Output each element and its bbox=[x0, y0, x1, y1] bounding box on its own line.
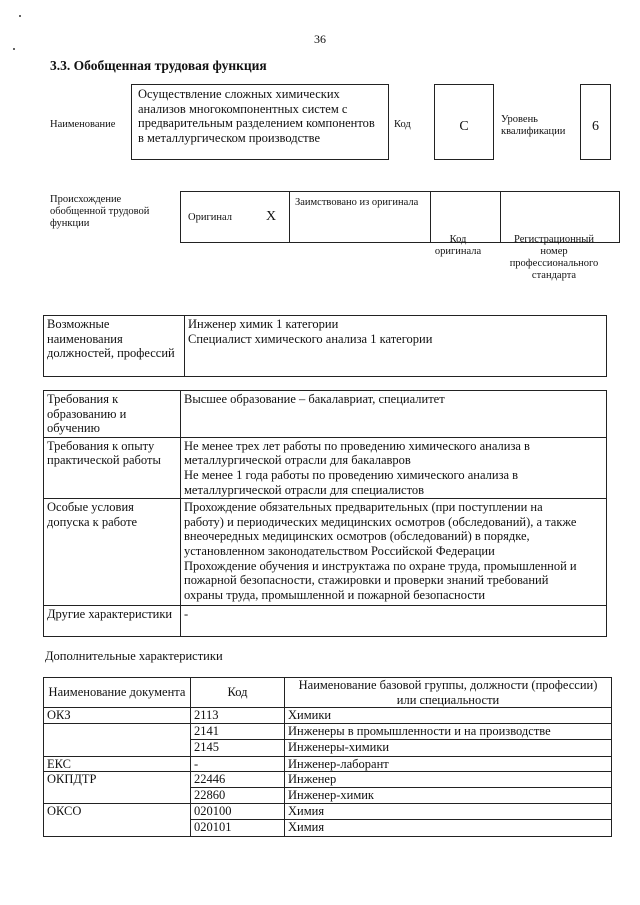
table-row bbox=[44, 723, 612, 740]
level-label: Уровень квалификации bbox=[501, 114, 566, 137]
table-row bbox=[44, 708, 612, 724]
row-code: 22446 bbox=[194, 772, 226, 787]
position-item: Специалист химического анализа 1 категории bbox=[188, 331, 433, 346]
row-name: Химия bbox=[288, 804, 325, 819]
table-row bbox=[44, 820, 612, 837]
function-code-box bbox=[434, 84, 494, 160]
origin-label: Происхождение обобщенной трудовой функции bbox=[50, 194, 150, 229]
row-name: Химики bbox=[288, 708, 332, 723]
requirement-label: Требования к образованию и обучению bbox=[47, 392, 127, 436]
function-code: C bbox=[459, 119, 469, 134]
requirements-table bbox=[43, 390, 607, 637]
code-original-caption: Код оригинала bbox=[434, 234, 482, 257]
level-box bbox=[580, 84, 611, 160]
requirement-row bbox=[44, 391, 607, 438]
page-number: 36 bbox=[314, 32, 326, 46]
row-name: Химия bbox=[288, 820, 325, 835]
requirement-label: Другие характеристики bbox=[47, 607, 173, 622]
requirement-text: установленном законодательством Российской Федерации bbox=[184, 543, 495, 558]
borrowed-label: Заимствовано из оригинала bbox=[295, 197, 419, 208]
table-row bbox=[44, 756, 612, 772]
row-code: 2113 bbox=[194, 708, 219, 723]
requirement-text: внеочередных медицинских осмотров (обследований) в порядке, bbox=[184, 529, 530, 544]
row-name: Инженер-лаборант bbox=[288, 756, 389, 771]
code-label: Код bbox=[394, 119, 411, 130]
requirement-label: Особые условия допуска к работе bbox=[47, 500, 138, 529]
row-name: Инженеры-химики bbox=[288, 740, 390, 755]
requirement-text: Прохождение обучения и инструктажа по охране труда, промышленной и bbox=[184, 558, 577, 573]
function-name-box bbox=[131, 84, 389, 160]
requirement-text: - bbox=[184, 607, 189, 622]
section-title: 3.3. Обобщенная трудовая функция bbox=[50, 58, 267, 73]
row-code: 020100 bbox=[194, 804, 232, 819]
requirement-text: металлургической отрасли для специалистов bbox=[184, 482, 425, 497]
row-code: 2145 bbox=[194, 740, 219, 755]
header-document: Наименование документа bbox=[48, 685, 186, 700]
document-name: ОКЗ bbox=[47, 708, 71, 723]
additional-table bbox=[43, 677, 612, 837]
table-row bbox=[44, 804, 612, 820]
requirement-text: Не менее трех лет работы по проведению химического анализа в bbox=[184, 438, 530, 453]
row-name: Инженер-химик bbox=[288, 787, 374, 802]
scan-speck bbox=[13, 48, 15, 50]
level-value: 6 bbox=[592, 119, 599, 134]
positions-label: Возможные наименования должностей, профессий bbox=[47, 317, 175, 361]
requirement-text: Прохождение обязательных предварительных (при поступлении на bbox=[184, 500, 543, 515]
additional-title: Дополнительные характеристики bbox=[45, 649, 223, 663]
requirement-row bbox=[44, 437, 607, 498]
header-name: Наименование базовой группы, должности (профессии) или специальности bbox=[298, 678, 598, 707]
reg-number-caption: Регистрационный номер профессионального стандарта bbox=[509, 234, 599, 281]
requirement-text: металлургической отрасли для бакалавров bbox=[184, 453, 411, 468]
name-label: Наименование bbox=[50, 119, 116, 130]
requirement-text: охраны труда, промышленной и пожарной безопасности bbox=[184, 587, 486, 602]
table-row bbox=[44, 772, 612, 788]
table-row bbox=[44, 740, 612, 757]
requirement-text: Высшее образование – бакалавриат, специалитет bbox=[184, 392, 445, 406]
row-name: Инженеры в промышленности и на производстве bbox=[288, 723, 551, 738]
positions-table bbox=[43, 315, 607, 377]
table-row bbox=[44, 787, 612, 804]
original-mark: X bbox=[265, 209, 277, 224]
row-code: 020101 bbox=[194, 820, 232, 835]
header-code: Код bbox=[227, 685, 248, 700]
function-name: Осуществление сложных химических анализов многокомпонентных систем с предварительным разделением компонентов в металлургическом производстве bbox=[138, 87, 375, 145]
position-item: Инженер химик 1 категории bbox=[188, 317, 339, 331]
document-name: ОКПДТР bbox=[47, 772, 97, 787]
row-code: - bbox=[194, 756, 199, 771]
requirement-text: пожарной безопасности, стажировки и проверки знаний требований bbox=[184, 573, 549, 588]
row-name: Инженер bbox=[288, 772, 337, 787]
requirement-text: работу) и периодических медицинских осмотров (обследований), а также bbox=[184, 514, 577, 529]
requirement-row bbox=[44, 499, 607, 606]
row-code: 22860 bbox=[194, 787, 226, 802]
additional-header-row bbox=[44, 678, 612, 708]
requirement-label: Требования к опыту практической работы bbox=[47, 438, 161, 468]
original-label: Оригинал bbox=[188, 211, 232, 223]
scan-speck bbox=[19, 15, 21, 17]
requirement-row bbox=[44, 606, 607, 637]
document-name: ЕКС bbox=[47, 756, 71, 771]
requirement-text: Не менее 1 года работы по проведению химического анализа в bbox=[184, 467, 519, 482]
row-code: 2141 bbox=[194, 723, 219, 738]
document-name: ОКСО bbox=[47, 804, 82, 819]
